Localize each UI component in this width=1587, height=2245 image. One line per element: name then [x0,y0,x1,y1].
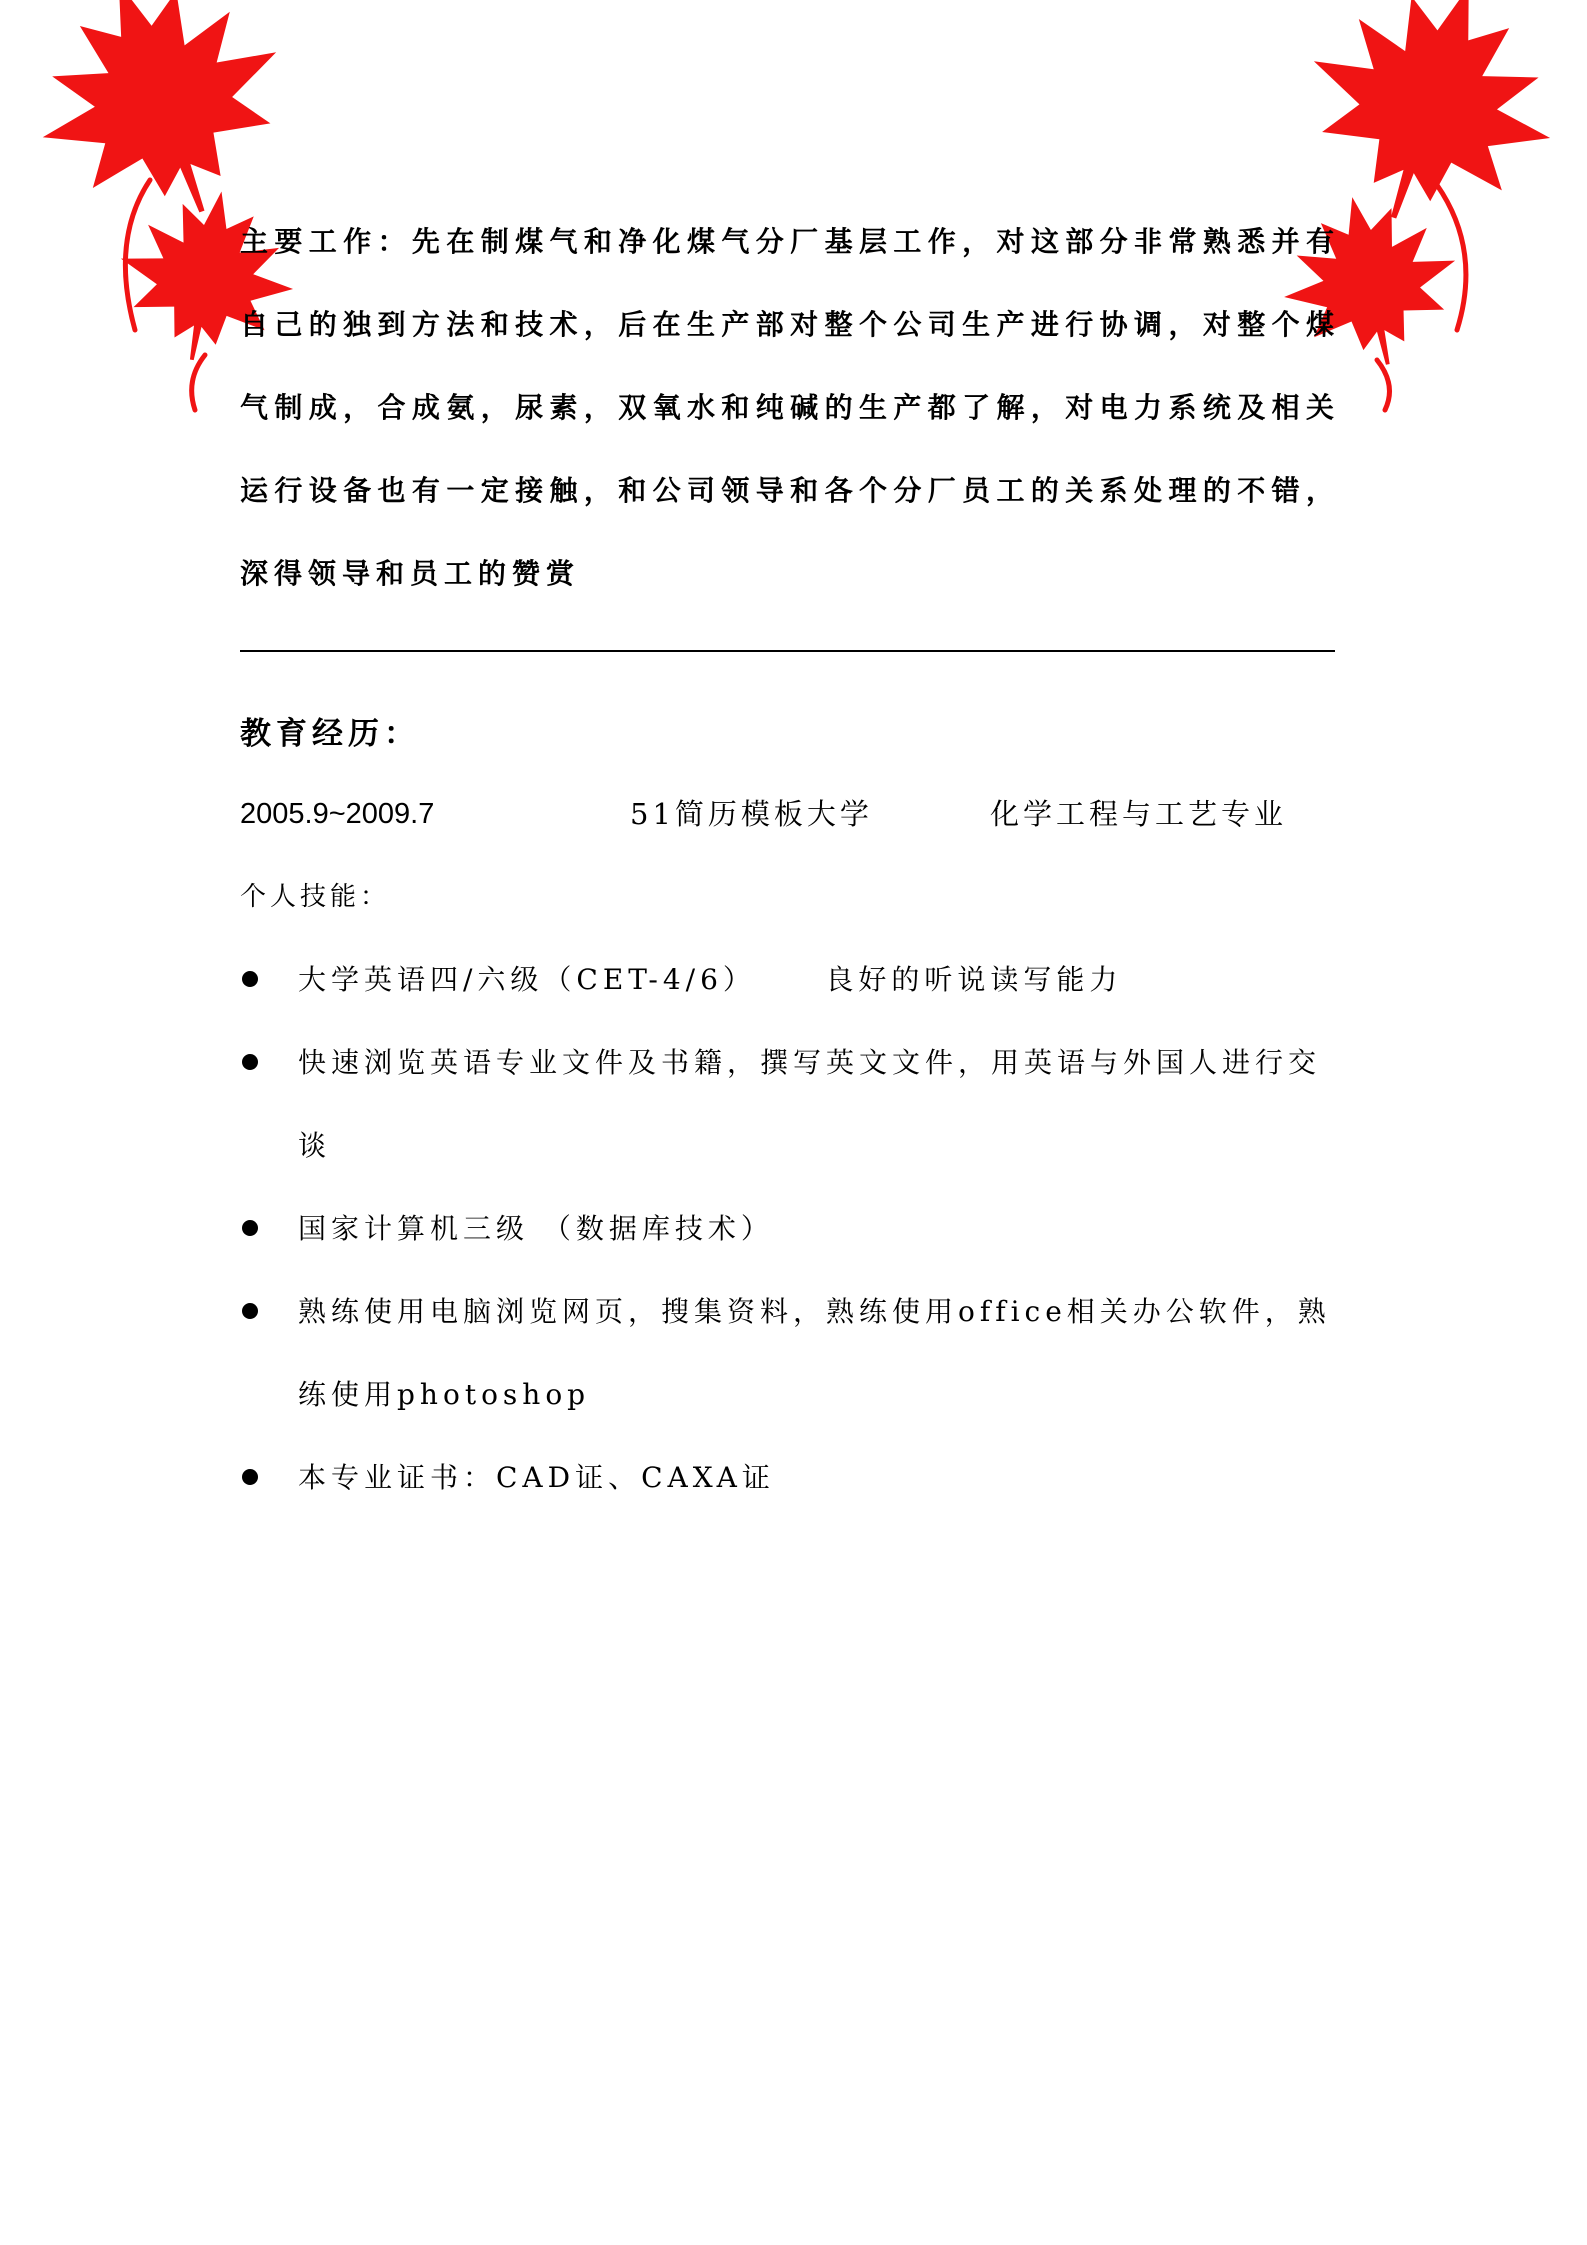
skill-list [240,938,1340,1519]
skill-item [240,938,1340,1021]
bullet-icon [242,1303,258,1319]
skill-item [240,1021,1340,1187]
bullet-icon [242,1054,258,1070]
skill-item [240,1436,1340,1519]
skill-text: 大学英语四/六级（CET-4/6） 良好的听说读写能力 [298,963,1123,996]
section-divider [240,650,1335,652]
skill-text: 快速浏览英语专业文件及书籍，撰写英文文件，用英语与外国人进行交谈 [298,1046,1322,1162]
education-school: 51简历模板大学 [630,797,873,831]
education-period: 2005.9~2009.7 [240,798,435,830]
work-section [240,200,1340,615]
leaf-stem-icon [192,355,205,410]
skill-item [240,1187,1340,1270]
skill-text: 熟练使用电脑浏览网页，搜集资料，熟练使用office相关办公软件，熟练使用photoshop [298,1295,1331,1411]
bullet-icon [242,1469,258,1485]
skill-text: 国家计算机三级 （数据库技术） [298,1212,774,1245]
leaf-stem-icon [125,180,150,330]
resume-body [240,200,1340,1519]
bullet-icon [242,971,258,987]
skill-text: 本专业证书：CAD证、CAXA证 [298,1461,775,1494]
education-heading: 教育经历： [240,716,420,752]
skills-section [240,877,1340,1519]
education-major: 化学工程与工艺专业 [990,797,1288,831]
skills-heading: 个人技能： [240,882,391,912]
education-entry [240,794,1340,834]
leaf-stem-icon [1377,360,1390,410]
education-section [240,714,1340,834]
work-description: 主要工作：先在制煤气和净化煤气分厂基层工作，对这部分非常熟悉并有自己的独到方法和技术，后在生产部对整个公司生产进行协调，对整个煤气制成，合成氨，尿素，双氧水和纯碱的生产都了解，对电力系统及相关运行设备也有一定接触，和公司领导和各个分厂员工的关系处理的不错，深得领导和员工的赞赏 [240,225,1340,590]
skill-item [240,1270,1340,1436]
bullet-icon [242,1220,258,1236]
